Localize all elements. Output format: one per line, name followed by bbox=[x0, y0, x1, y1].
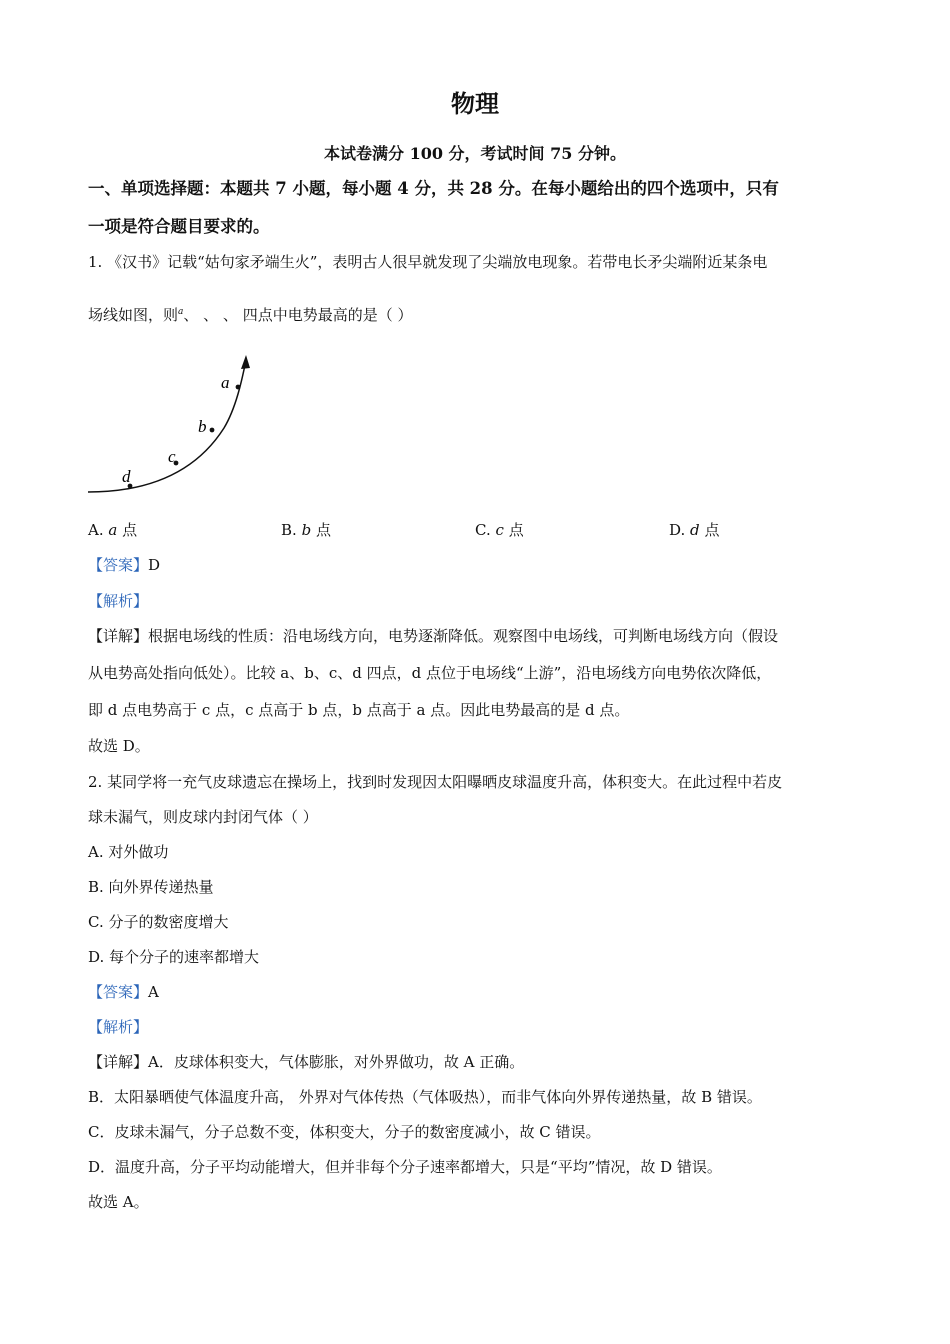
exam-subtitle: 本试卷满分 100 分，考试时间 75 分钟。 bbox=[324, 144, 626, 163]
q1-analysis-label: 【解析】 bbox=[88, 592, 149, 610]
q1-detail-line2: 从电势高处指向低处）。比较 a、b、c、d 四点，d 点位于电场线“上游”，沿电场线方向电势依次降低， bbox=[88, 664, 772, 682]
q1-option-d bbox=[669, 519, 719, 540]
q1-option-b bbox=[281, 519, 331, 540]
answer-label: 【答案】 bbox=[88, 556, 149, 574]
point-a bbox=[236, 385, 241, 390]
section-heading-line1: 一、单项选择题：本题共 7 小题，每小题 4 分，共 28 分。在每小题给出的四个选项中，只有 bbox=[88, 179, 779, 198]
label-b: b bbox=[198, 417, 207, 436]
electric-field-line-figure bbox=[84, 350, 264, 500]
q1-stem-line2-suffix: 、 、 、 四点中电势最高的是（ ） bbox=[183, 306, 413, 324]
detail-text: 根据电场线的性质：沿电场线方向，电势逐渐降低。观察图中电场线，可判断电场线方向（假设 bbox=[148, 627, 779, 645]
option-key: D. bbox=[669, 521, 686, 539]
q2-option-a: A. 对外做功 bbox=[88, 843, 169, 861]
section-heading-line2: 一项是符合题目要求的。 bbox=[88, 217, 270, 236]
label-a: a bbox=[221, 373, 230, 392]
detail-label: 【详解】 bbox=[88, 627, 149, 645]
option-key: C. bbox=[475, 521, 491, 539]
option-var: b bbox=[301, 521, 312, 539]
q2-option-d: D. 每个分子的速率都增大 bbox=[88, 948, 260, 966]
option-var: d bbox=[690, 521, 700, 539]
detail-label: 【详解】 bbox=[88, 1053, 149, 1071]
q1-stem-line1: 1. 《汉书》记载“姑句家矛端生火”，表明古人很早就发现了尖端放电现象。若带电长矛尖端附近某条电 bbox=[88, 253, 768, 271]
option-var: a bbox=[108, 521, 118, 539]
option-key: B. bbox=[281, 521, 297, 539]
answer-label: 【答案】 bbox=[88, 983, 149, 1001]
detail-text: A．皮球体积变大，气体膨胀，对外界做功，故 A 正确。 bbox=[148, 1053, 525, 1071]
option-suffix: 点 bbox=[704, 521, 720, 539]
q1-option-a bbox=[88, 519, 137, 540]
option-suffix: 点 bbox=[315, 521, 331, 539]
q2-option-c: C. 分子的数密度增大 bbox=[88, 913, 229, 931]
option-suffix: 点 bbox=[508, 521, 524, 539]
q2-detail-line4: D．温度升高，分子平均动能增大，但并非每个分子速率都增大，只是“平均”情况，故 D 错误。 bbox=[88, 1158, 722, 1176]
answer-value: A bbox=[148, 983, 159, 1001]
q1-stem-glyph: a bbox=[178, 307, 184, 317]
option-suffix: 点 bbox=[122, 521, 138, 539]
option-var: c bbox=[495, 521, 504, 539]
q2-detail-line3: C．皮球未漏气，分子总数不变，体积变大，分子的数密度减小，故 C 错误。 bbox=[88, 1123, 601, 1141]
q1-answer bbox=[88, 554, 160, 575]
q2-stem-line1: 2. 某同学将一充气皮球遗忘在操场上，找到时发现因太阳曝晒皮球温度升高，体积变大。在此过程中若皮 bbox=[88, 773, 783, 791]
q1-detail-line3: 即 d 点电势高于 c 点，c 点高于 b 点，b 点高于 a 点。因此电势最高的是 d 点。 bbox=[88, 701, 630, 719]
q1-stem-line2-prefix: 场线如图，则 bbox=[88, 306, 179, 324]
label-d: d bbox=[122, 467, 131, 486]
q1-option-c bbox=[475, 519, 524, 540]
arrowhead-icon bbox=[241, 355, 250, 369]
q1-conclusion: 故选 D。 bbox=[88, 737, 150, 755]
q2-stem-line2: 球未漏气，则皮球内封闭气体（ ） bbox=[88, 808, 318, 826]
point-b bbox=[210, 428, 215, 433]
q1-stem-line2 bbox=[88, 304, 412, 325]
label-c: c bbox=[168, 447, 176, 466]
q2-conclusion: 故选 A。 bbox=[88, 1193, 149, 1211]
q2-option-b: B. 向外界传递热量 bbox=[88, 878, 214, 896]
q2-detail-line1 bbox=[88, 1051, 524, 1072]
answer-value: D bbox=[148, 556, 161, 574]
q1-detail-line1 bbox=[88, 625, 778, 646]
page-title: 物理 bbox=[451, 89, 499, 118]
q2-answer bbox=[88, 981, 159, 1002]
q2-detail-line2: B．太阳暴晒使气体温度升高， 外界对气体传热（气体吸热），而非气体向外界传递热量，故 B 错误。 bbox=[88, 1088, 762, 1106]
option-key: A. bbox=[88, 521, 104, 539]
q2-analysis-label: 【解析】 bbox=[88, 1018, 149, 1036]
